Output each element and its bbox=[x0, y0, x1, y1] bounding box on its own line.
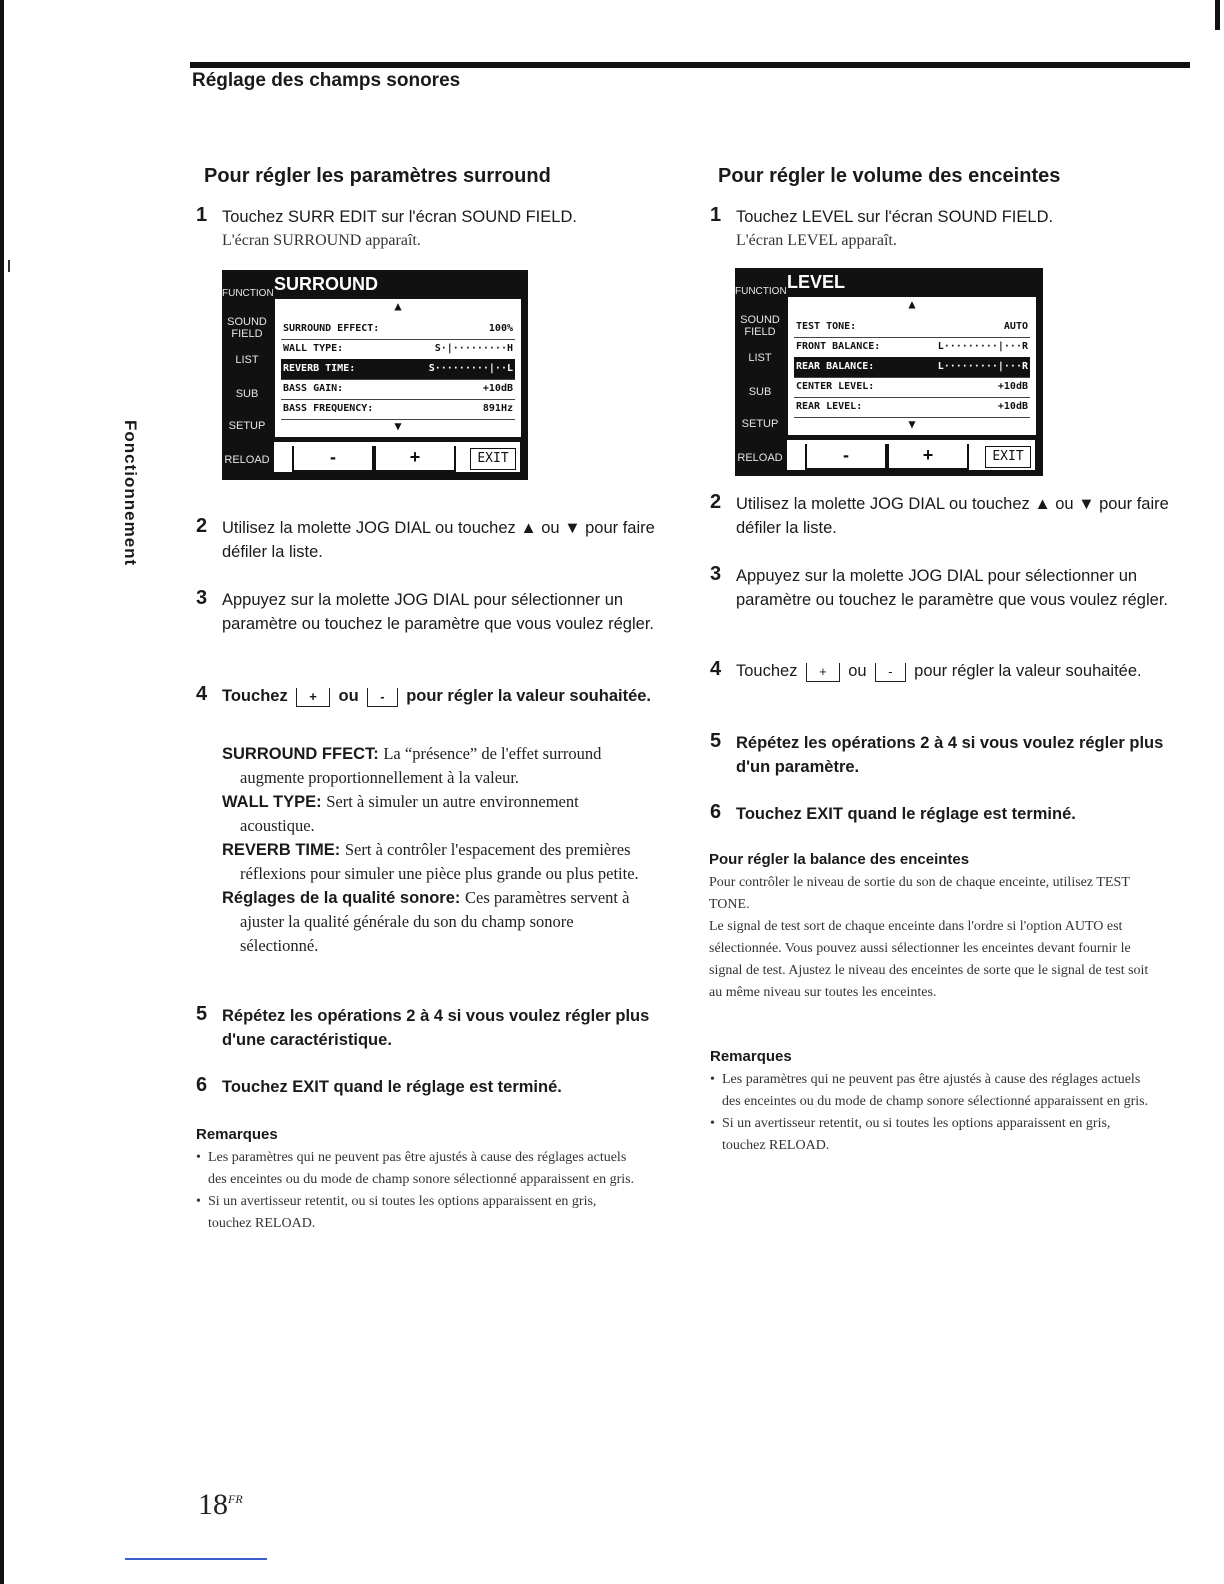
right-heading: Pour régler le volume des enceintes bbox=[718, 165, 1061, 187]
right-remarks bbox=[710, 1069, 1150, 1157]
step-number: 4 bbox=[196, 683, 208, 705]
step-text: Touchez EXIT quand le réglage est terminé. bbox=[222, 1078, 562, 1096]
step-text-post: pour régler la valeur souhaitée. bbox=[914, 662, 1142, 680]
footer-rule bbox=[125, 1558, 267, 1560]
right-step-5 bbox=[710, 730, 1176, 779]
desc-surround-effect: SURROUND FFECT: La “présence” de l'effet surround augmente proportionnellement à la valeur. bbox=[222, 744, 602, 787]
side-sub[interactable]: SUB bbox=[235, 388, 259, 400]
side-reload[interactable]: RELOAD bbox=[224, 454, 270, 466]
plus-button[interactable]: + bbox=[374, 446, 456, 472]
step-number: 1 bbox=[710, 204, 722, 226]
step-number: 6 bbox=[710, 801, 722, 823]
left-heading: Pour régler les paramètres surround bbox=[204, 165, 551, 187]
side-sound-field[interactable]: SOUND FIELD bbox=[740, 314, 780, 338]
side-list[interactable]: LIST bbox=[748, 352, 772, 364]
side-list[interactable]: LIST bbox=[235, 354, 259, 366]
scroll-down-icon[interactable]: ▼ bbox=[908, 417, 916, 431]
screen-button-bar bbox=[787, 440, 1035, 470]
right-step-3 bbox=[710, 563, 1176, 612]
desc-sound-quality: Réglages de la qualité sonore: Ces paramètres servent à ajuster la qualité générale du son du champ sonore sélectionné. bbox=[222, 888, 630, 955]
side-function[interactable]: FUNCTION bbox=[222, 288, 274, 299]
left-remarks bbox=[196, 1147, 636, 1235]
step-text: Appuyez sur la molette JOG DIAL pour sélectionner un paramètre ou touchez le paramètre que vous voulez régler. bbox=[222, 591, 654, 633]
step-number: 2 bbox=[710, 491, 722, 513]
left-step-1 bbox=[196, 204, 662, 253]
row-test-tone[interactable]: TEST TONE: AUTO bbox=[794, 317, 1030, 338]
screen-side-menu bbox=[735, 268, 785, 476]
row-rear-level[interactable]: REAR LEVEL: +10dB bbox=[794, 397, 1030, 418]
minus-button[interactable]: - bbox=[805, 444, 887, 470]
side-sub[interactable]: SUB bbox=[748, 386, 772, 398]
step-number: 5 bbox=[710, 730, 722, 752]
screen-list-panel bbox=[274, 298, 522, 438]
screen-title: SURROUND bbox=[274, 274, 379, 294]
step-text-mid: ou bbox=[338, 687, 359, 705]
side-tab-label: Fonctionnement bbox=[121, 420, 140, 567]
remark-item: • Les paramètres qui ne peuvent pas être ajustés à cause des réglages actuels des enceintes ou du mode de champ sonore sélectionné apparaissent en gris. bbox=[196, 1147, 636, 1191]
parameter-descriptions bbox=[222, 742, 652, 958]
left-step-3 bbox=[196, 587, 662, 636]
level-screen bbox=[735, 268, 1043, 476]
remark-item: • Les paramètres qui ne peuvent pas être ajustés à cause des réglages actuels des enceintes ou du mode de champ sonore sélectionné apparaissent en gris. bbox=[710, 1069, 1150, 1113]
row-rear-balance[interactable]: REAR BALANCE: L·········|···R bbox=[794, 357, 1030, 378]
step-number: 1 bbox=[196, 204, 208, 226]
inline-minus-button: - bbox=[367, 688, 397, 707]
step-text-pre: Touchez bbox=[222, 687, 288, 705]
section-title: Réglage des champs sonores bbox=[192, 70, 461, 91]
right-step-4 bbox=[710, 658, 1176, 683]
step-text: Touchez EXIT quand le réglage est terminé. bbox=[736, 805, 1076, 823]
left-step-6 bbox=[196, 1074, 662, 1099]
step-text-post: pour régler la valeur souhaitée. bbox=[406, 687, 652, 705]
row-surround-effect[interactable]: SURROUND EFFECT: 100% bbox=[281, 319, 515, 340]
remark-item: • Si un avertisseur retentit, ou si toutes les options apparaissent en gris, touchez RELOAD. bbox=[710, 1113, 1150, 1157]
screen-title: LEVEL bbox=[787, 272, 846, 292]
page-edge-mark bbox=[8, 260, 10, 272]
page-number: $18^{FR}$ bbox=[198, 1488, 243, 1521]
screen-button-bar bbox=[274, 442, 520, 472]
exit-button[interactable]: EXIT bbox=[985, 446, 1031, 468]
balance-text bbox=[709, 872, 1149, 1004]
row-wall-type[interactable]: WALL TYPE: S·|·········H bbox=[281, 339, 515, 360]
step-text-pre: Touchez bbox=[736, 662, 798, 680]
desc-wall-type: WALL TYPE: Sert à simuler un autre environnement acoustique. bbox=[222, 792, 579, 835]
exit-button[interactable]: EXIT bbox=[470, 448, 516, 470]
step-number: 3 bbox=[710, 563, 722, 585]
step-text-mid: ou bbox=[848, 662, 867, 680]
side-setup[interactable]: SETUP bbox=[741, 418, 779, 430]
screen-side-menu bbox=[222, 270, 272, 480]
balance-title: Pour régler la balance des enceintes bbox=[709, 851, 970, 868]
step-number: 2 bbox=[196, 515, 208, 537]
step-text: Répétez les opérations 2 à 4 si vous voulez régler plus d'une caractéristique. bbox=[222, 1007, 650, 1049]
balance-paragraph-2: Le signal de test sort de chaque enceinte dans l'ordre si l'option AUTO est sélectionnée. Vous pouvez aussi sélectionner les enceintes devant fournir le signal de test. Ajustez le niveau des enceintes de sorte que le signal de test soit au même niveau sur toutes les enceintes. bbox=[709, 919, 1149, 1000]
row-front-balance[interactable]: FRONT BALANCE: L·········|···R bbox=[794, 337, 1030, 358]
page-edge-right bbox=[1215, 0, 1220, 30]
left-step-2 bbox=[196, 515, 662, 564]
step-number: 4 bbox=[710, 658, 722, 680]
side-setup[interactable]: SETUP bbox=[228, 420, 266, 432]
left-step-5 bbox=[196, 1003, 662, 1052]
step-subtext: L'écran LEVEL apparaît. bbox=[736, 232, 897, 249]
scroll-up-icon[interactable]: ▲ bbox=[908, 297, 916, 311]
step-number: 3 bbox=[196, 587, 208, 609]
step-text: Touchez LEVEL sur l'écran SOUND FIELD. bbox=[736, 208, 1054, 226]
side-sound-field[interactable]: SOUND FIELD bbox=[227, 316, 267, 340]
right-step-2 bbox=[710, 491, 1176, 540]
step-text: Utilisez la molette JOG DIAL ou touchez ▲ ou ▼ pour faire défiler la liste. bbox=[222, 519, 655, 561]
step-subtext: L'écran SURROUND apparaît. bbox=[222, 232, 421, 249]
header-rule bbox=[190, 62, 1190, 68]
minus-button[interactable]: - bbox=[292, 446, 374, 472]
scroll-down-icon[interactable]: ▼ bbox=[394, 419, 402, 433]
step-text: Appuyez sur la molette JOG DIAL pour sélectionner un paramètre ou touchez le paramètre que vous voulez régler. bbox=[736, 567, 1168, 609]
left-remarks-title: Remarques bbox=[196, 1126, 278, 1143]
balance-paragraph-1: Pour contrôler le niveau de sortie du son de chaque enceinte, utilisez TEST TONE. bbox=[709, 875, 1130, 912]
right-step-1 bbox=[710, 204, 1176, 253]
page-edge-left bbox=[0, 0, 4, 1584]
plus-button[interactable]: + bbox=[887, 444, 969, 470]
right-remarks-title: Remarques bbox=[710, 1048, 792, 1065]
row-reverb-time[interactable]: REVERB TIME: S·········|··L bbox=[281, 359, 515, 380]
right-step-6 bbox=[710, 801, 1176, 826]
remark-item: • Si un avertisseur retentit, ou si toutes les options apparaissent en gris, touchez RELOAD. bbox=[196, 1191, 636, 1235]
step-text: Répétez les opérations 2 à 4 si vous voulez régler plus d'un paramètre. bbox=[736, 734, 1164, 776]
screen-list-panel bbox=[787, 296, 1037, 436]
surround-screen bbox=[222, 270, 528, 480]
step-text: Touchez SURR EDIT sur l'écran SOUND FIELD. bbox=[222, 208, 577, 226]
left-step-4 bbox=[196, 683, 662, 708]
step-number: 5 bbox=[196, 1003, 208, 1025]
side-reload[interactable]: RELOAD bbox=[737, 452, 783, 464]
side-function[interactable]: FUNCTION bbox=[735, 286, 787, 297]
step-text: Utilisez la molette JOG DIAL ou touchez ▲ ou ▼ pour faire défiler la liste. bbox=[736, 495, 1169, 537]
inline-minus-button: - bbox=[875, 663, 905, 682]
row-bass-gain[interactable]: BASS GAIN: +10dB bbox=[281, 379, 515, 400]
step-number: 6 bbox=[196, 1074, 208, 1096]
desc-reverb-time: REVERB TIME: Sert à contrôler l'espacement des premières réflexions pour simuler une pièce plus grande ou plus petite. bbox=[222, 840, 639, 883]
row-bass-frequency[interactable]: BASS FREQUENCY: 891Hz bbox=[281, 399, 515, 420]
row-center-level[interactable]: CENTER LEVEL: +10dB bbox=[794, 377, 1030, 398]
inline-plus-button: + bbox=[806, 663, 840, 682]
inline-plus-button: + bbox=[296, 688, 330, 707]
scroll-up-icon[interactable]: ▲ bbox=[394, 299, 402, 313]
